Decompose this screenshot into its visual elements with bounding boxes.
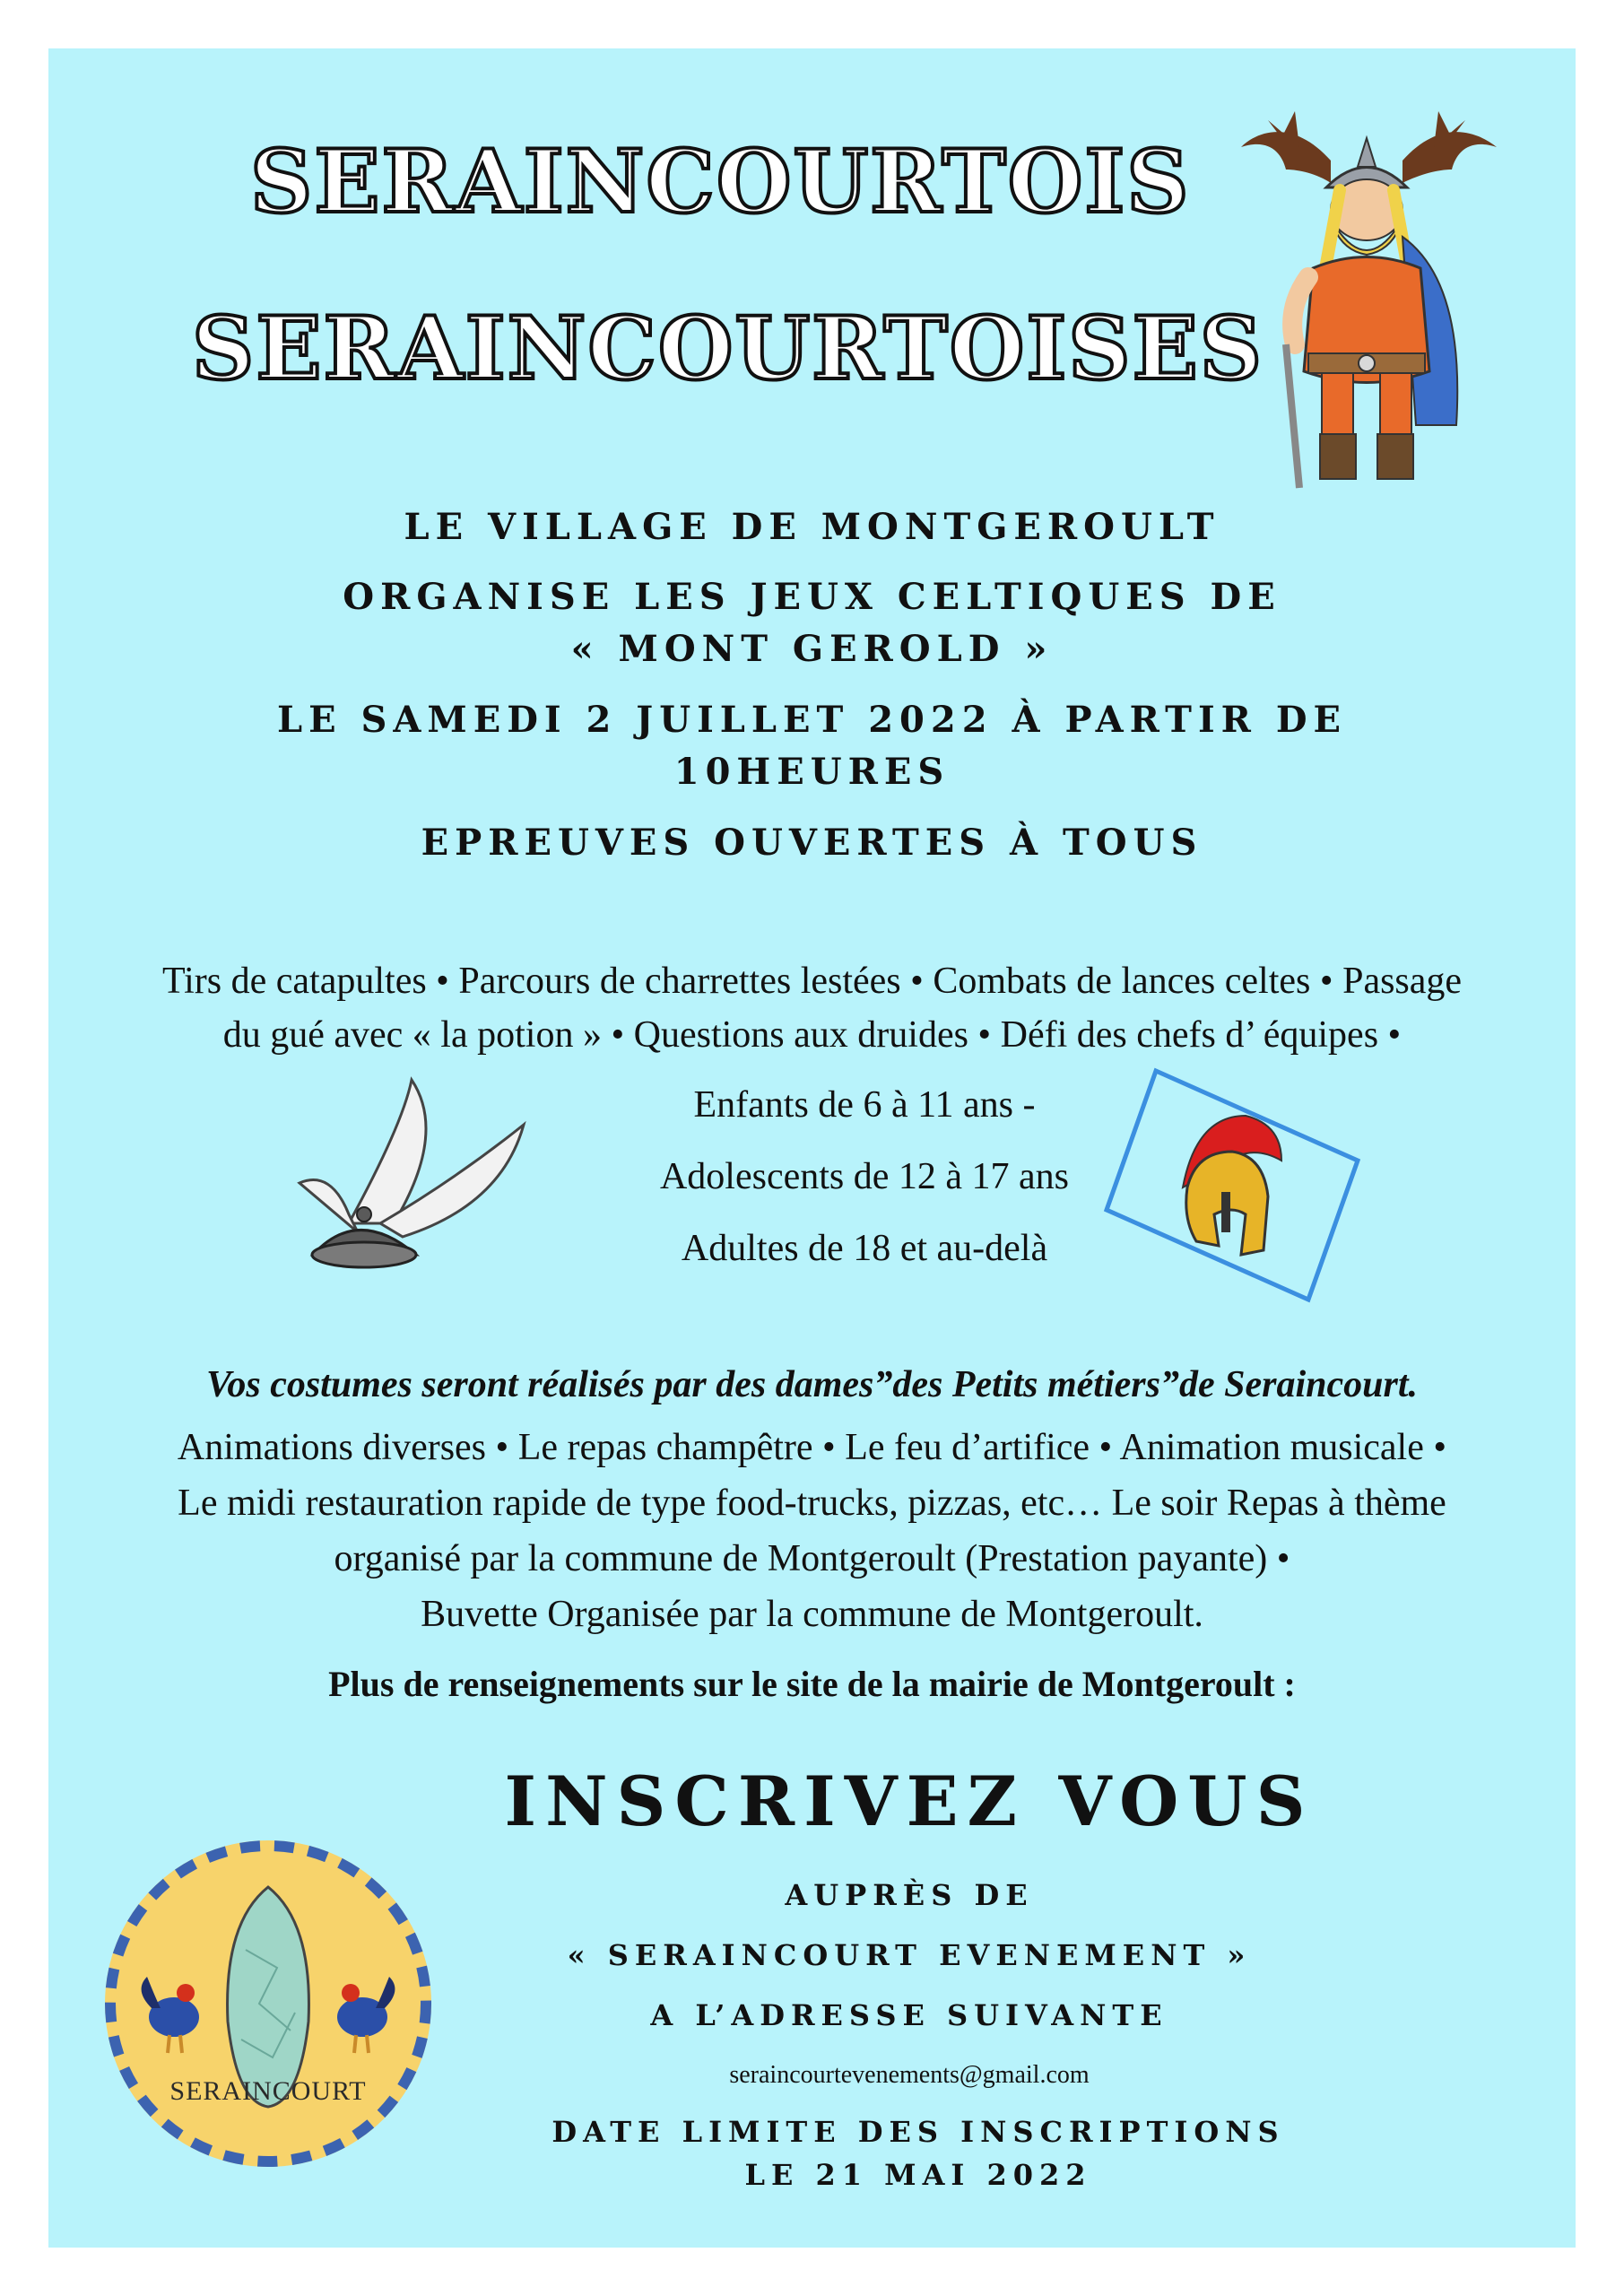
more-info: Plus de renseignements sur le site de la mairie de Montgeroult : <box>328 1664 1296 1704</box>
activities-line-2: du gué avec « la potion » • Questions aux druides • Défi des chefs d’ équipes • <box>222 1014 1402 1056</box>
announcement-line-6: EPREUVES OUVERTES À TOUS <box>421 822 1203 864</box>
registration-line-2: « SERAINCOURT EVENEMENT » <box>567 1938 1252 1972</box>
registration-line-1: AUPRÈS DE <box>785 1878 1034 1912</box>
deadline-line-2: LE 21 MAI 2022 <box>744 2158 1092 2192</box>
animations-line-1: Animations diverses • Le repas champêtre • Le feu d’artifice • Animation musicale • <box>177 1427 1447 1468</box>
roman-helmet-illustration <box>1089 1053 1376 1322</box>
announcement-line-1: LE VILLAGE DE MONTGEROULT <box>404 506 1220 548</box>
winged-helmet-illustration <box>295 1071 537 1286</box>
age-group-teens: Adolescents de 12 à 17 ans <box>659 1156 1070 1197</box>
registration-heading: INSCRIVEZ VOUS <box>504 1761 1315 1841</box>
title-line-1: SERAINCOURTOIS <box>250 131 1191 232</box>
age-group-adults: Adultes de 18 et au-delà <box>681 1228 1048 1269</box>
poster <box>48 48 1576 2248</box>
viking-chief-illustration <box>1232 84 1501 497</box>
registration-line-3: A L’ADRESSE SUIVANTE <box>650 1998 1168 2032</box>
activities-line-1: Tirs de catapultes • Parcours de charrettes lestées • Combats de lances celtes • Passage <box>161 961 1463 1002</box>
animations-line-3: organisé par la commune de Montgeroult (Prestation payante) • <box>334 1538 1290 1579</box>
animations-line-4: Buvette Organisée par la commune de Montgeroult. <box>421 1594 1203 1635</box>
announcement-line-2: ORGANISE LES JEUX CELTIQUES DE <box>343 576 1281 618</box>
age-group-children: Enfants de 6 à 11 ans - <box>693 1084 1036 1126</box>
animations-line-2: Le midi restauration rapide de type food-trucks, pizzas, etc… Le soir Repas à thème <box>178 1483 1446 1524</box>
title-line-2: SERAINCOURTOISES <box>192 298 1264 399</box>
seraincourt-logo <box>98 1833 439 2174</box>
deadline-line-1: DATE LIMITE DES INSCRIPTIONS <box>551 2115 1285 2149</box>
costumes-note: Vos costumes seront réalisés par des dames”des Petits métiers”de Seraincourt. <box>205 1364 1418 1405</box>
announcement-line-4: LE SAMEDI 2 JUILLET 2022 À PARTIR DE <box>276 699 1348 741</box>
announcement-line-5: 10HEURES <box>673 751 951 793</box>
registration-email: seraincourtevenements@gmail.com <box>729 2061 1090 2089</box>
announcement-line-3: « MONT GEROLD » <box>570 628 1054 670</box>
logo-text: SERAINCOURT <box>169 2076 367 2106</box>
